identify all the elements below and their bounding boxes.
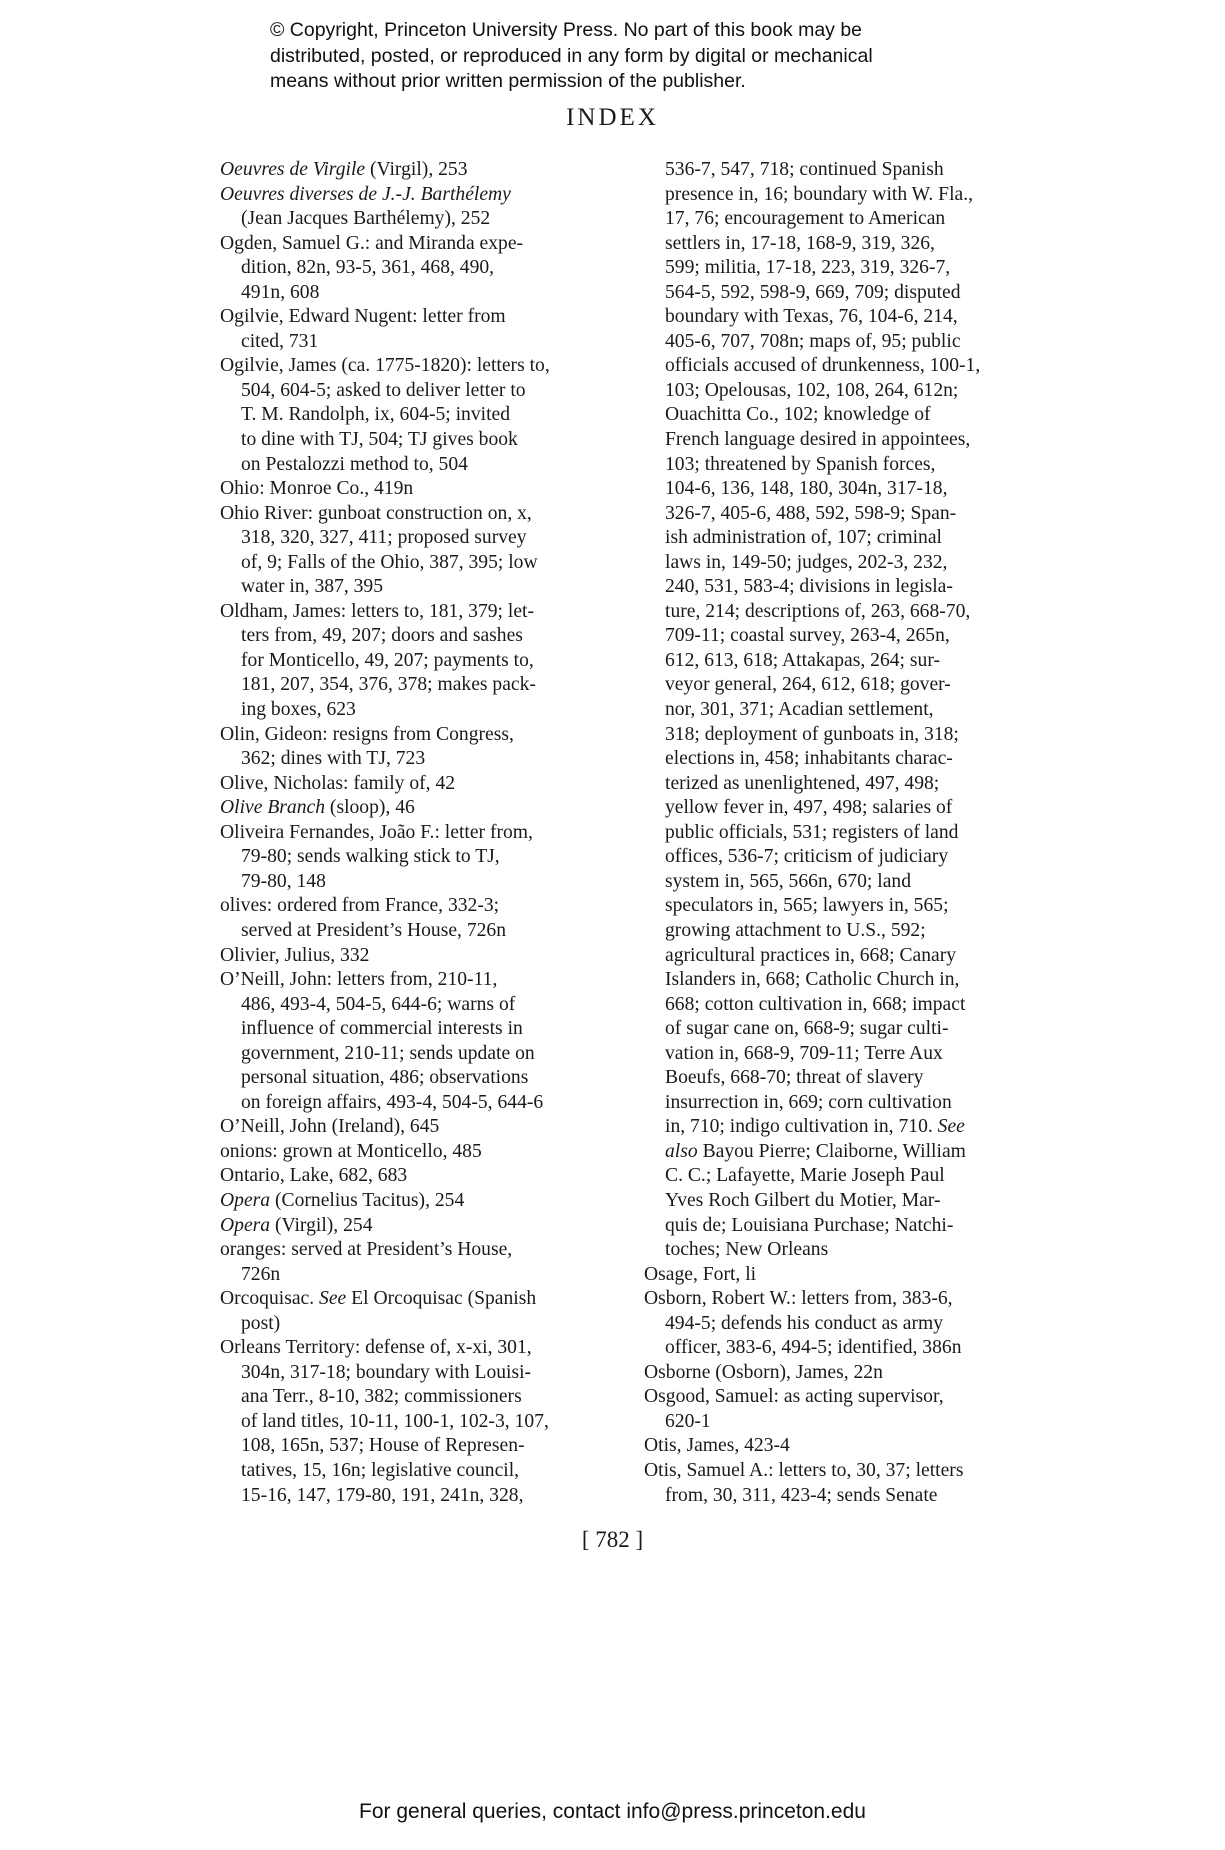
index-line xyxy=(644,1434,1059,1459)
index-line xyxy=(220,1336,635,1361)
copyright-notice xyxy=(270,18,1030,95)
entry-text: post) xyxy=(241,1312,281,1334)
index-line xyxy=(644,1385,1059,1410)
index-line xyxy=(644,600,1059,625)
entry-text: on foreign affairs, 493-4, 504-5, 644-6 xyxy=(241,1091,544,1113)
index-line xyxy=(220,894,635,919)
index-line xyxy=(644,1459,1059,1484)
entry-text: Ohio: Monroe Co., 419n xyxy=(220,478,414,500)
entry-text: (sloop), 46 xyxy=(325,797,415,819)
index-line xyxy=(220,698,635,723)
entry-text: ture, 214; descriptions of, 263, 668-70, xyxy=(665,600,971,622)
index-line xyxy=(220,747,635,772)
entry-text: quis de; Louisiana Purchase; Natchi- xyxy=(665,1214,954,1236)
index-line xyxy=(220,1459,635,1484)
index-line xyxy=(220,1189,635,1214)
index-line xyxy=(644,723,1059,748)
footer-contact: For general queries, contact info@press.princeton.edu xyxy=(359,1800,866,1823)
entry-text: 326-7, 405-6, 488, 592, 598-9; Span- xyxy=(665,502,957,524)
entry-text: settlers in, 17-18, 168-9, 319, 326, xyxy=(665,232,935,254)
italic-text: Opera xyxy=(220,1214,271,1236)
entry-text: 564-5, 592, 598-9, 669, 709; disputed xyxy=(665,281,961,303)
index-line xyxy=(220,1066,635,1091)
index-line xyxy=(644,354,1059,379)
index-line xyxy=(644,256,1059,281)
entry-text: laws in, 149-50; judges, 202-3, 232, xyxy=(665,551,948,573)
entry-text: Otis, Samuel A.: letters to, 30, 37; letters xyxy=(644,1459,964,1481)
entry-text: dition, 82n, 93-5, 361, 468, 490, xyxy=(241,257,495,279)
index-line xyxy=(644,305,1059,330)
index-line xyxy=(644,1066,1059,1091)
index-line xyxy=(644,477,1059,502)
page-number: [ 782 ] xyxy=(581,1527,644,1552)
index-line xyxy=(220,821,635,846)
index-line xyxy=(220,870,635,895)
index-line xyxy=(644,1336,1059,1361)
entry-text: (Virgil), 254 xyxy=(270,1214,373,1236)
entry-text: 108, 165n, 537; House of Represen- xyxy=(241,1435,525,1457)
entry-text: speculators in, 565; lawyers in, 565; xyxy=(665,895,949,917)
index-line xyxy=(644,845,1059,870)
index-line xyxy=(220,1434,635,1459)
index-column-left xyxy=(220,158,635,1508)
entry-text: 79-80, 148 xyxy=(241,870,326,892)
index-line xyxy=(644,551,1059,576)
entry-text: Oliveira Fernandes, João F.: letter from, xyxy=(220,821,533,843)
index-line xyxy=(644,870,1059,895)
entry-text: growing attachment to U.S., 592; xyxy=(665,919,926,941)
index-line xyxy=(644,1238,1059,1263)
index-line xyxy=(644,1042,1059,1067)
index-line xyxy=(644,673,1059,698)
entry-text: 599; militia, 17-18, 223, 319, 326-7, xyxy=(665,257,951,279)
entry-text: ters from, 49, 207; doors and sashes xyxy=(241,625,523,647)
page-title: INDEX xyxy=(566,104,659,131)
entry-text: in, 710; indigo cultivation in, 710. xyxy=(665,1116,938,1138)
entry-text: officials accused of drunkenness, 100-1, xyxy=(665,355,981,377)
italic-text: Olive Branch xyxy=(220,797,326,819)
entry-text: 103; Opelousas, 102, 108, 264, 612n; xyxy=(665,379,959,401)
entry-text: 104-6, 136, 148, 180, 304n, 317-18, xyxy=(665,478,948,500)
index-line xyxy=(220,1091,635,1116)
copyright-line: distributed, posted, or reproduced in any form by digital or mechanical xyxy=(270,44,873,67)
index-line xyxy=(644,403,1059,428)
index-line xyxy=(644,428,1059,453)
entry-text: tatives, 15, 16n; legislative council, xyxy=(241,1459,520,1481)
entry-text: (Cornelius Tacitus), 254 xyxy=(270,1189,465,1211)
italic-text: Oeuvres de Virgile xyxy=(220,159,366,180)
entry-text: olives: ordered from France, 332-3; xyxy=(220,895,500,917)
entry-text: of land titles, 10-11, 100-1, 102-3, 107, xyxy=(241,1410,549,1432)
italic-text: Oeuvres diverses de J.-J. Barthélemy xyxy=(220,183,511,205)
entry-text: ana Terr., 8-10, 382; commissioners xyxy=(241,1386,522,1408)
entry-text: of, 9; Falls of the Ohio, 387, 395; low xyxy=(241,551,538,573)
index-line xyxy=(220,183,635,208)
italic-text: See xyxy=(937,1116,965,1138)
entry-text: nor, 301, 371; Acadian settlement, xyxy=(665,699,934,721)
entry-text: ish administration of, 107; criminal xyxy=(665,527,942,549)
index-line xyxy=(644,1140,1059,1165)
index-line xyxy=(220,1410,635,1435)
index-line xyxy=(220,1115,635,1140)
entry-text: 504, 604-5; asked to deliver letter to xyxy=(241,379,526,401)
index-line xyxy=(220,1484,635,1509)
entry-text: Orcoquisac. xyxy=(220,1288,320,1310)
index-line xyxy=(644,1312,1059,1337)
entry-text: Osage, Fort, li xyxy=(644,1263,757,1285)
entry-text: French language desired in appointees, xyxy=(665,429,971,451)
entry-text: Osborne (Osborn), James, 22n xyxy=(644,1361,883,1383)
index-line xyxy=(644,281,1059,306)
entry-text: 15-16, 147, 179-80, 191, 241n, 328, xyxy=(241,1484,524,1506)
index-line xyxy=(220,1263,635,1288)
entry-text: Ogilvie, James (ca. 1775-1820): letters to, xyxy=(220,355,550,377)
entry-text: of sugar cane on, 668-9; sugar culti- xyxy=(665,1018,949,1040)
index-line xyxy=(220,723,635,748)
index-line xyxy=(644,1287,1059,1312)
entry-text: oranges: served at President’s House, xyxy=(220,1239,513,1261)
index-line xyxy=(644,993,1059,1018)
index-line xyxy=(644,1164,1059,1189)
index-line xyxy=(220,1312,635,1337)
entry-text: personal situation, 486; observations xyxy=(241,1067,529,1089)
index-line xyxy=(644,919,1059,944)
index-line xyxy=(220,1164,635,1189)
index-line xyxy=(220,673,635,698)
index-line xyxy=(220,796,635,821)
index-line xyxy=(220,256,635,281)
index-line xyxy=(220,1140,635,1165)
index-line xyxy=(644,1115,1059,1140)
entry-text: Ogilvie, Edward Nugent: letter from xyxy=(220,306,506,328)
entry-text: insurrection in, 669; corn cultivation xyxy=(665,1091,952,1113)
entry-text: O’Neill, John (Ireland), 645 xyxy=(220,1116,440,1138)
index-line xyxy=(644,183,1059,208)
entry-text: Osgood, Samuel: as acting supervisor, xyxy=(644,1386,944,1408)
entry-text: Ouachitta Co., 102; knowledge of xyxy=(665,404,931,426)
index-line xyxy=(220,575,635,600)
index-line xyxy=(644,1263,1059,1288)
entry-text: Ohio River: gunboat construction on, x, xyxy=(220,502,532,524)
index-line xyxy=(220,1214,635,1239)
index-line xyxy=(220,993,635,1018)
entry-text: terized as unenlightened, 497, 498; xyxy=(665,772,940,794)
entry-text: to dine with TJ, 504; TJ gives book xyxy=(241,429,518,451)
entry-text: 79-80; sends walking stick to TJ, xyxy=(241,846,500,868)
italic-text: See xyxy=(319,1288,347,1310)
entry-text: Boeufs, 668-70; threat of slavery xyxy=(665,1067,924,1089)
entry-text: for Monticello, 49, 207; payments to, xyxy=(241,649,534,671)
index-line xyxy=(220,428,635,453)
entry-text: Ogden, Samuel G.: and Miranda expe- xyxy=(220,232,524,254)
index-line xyxy=(644,453,1059,478)
entry-text: influence of commercial interests in xyxy=(241,1018,523,1040)
index-line xyxy=(220,919,635,944)
index-line xyxy=(220,845,635,870)
entry-text: ing boxes, 623 xyxy=(241,699,356,721)
index-line xyxy=(644,894,1059,919)
entry-text: veyor general, 264, 612, 618; gover- xyxy=(665,674,951,696)
entry-text: 709-11; coastal survey, 263-4, 265n, xyxy=(665,625,950,647)
index-line xyxy=(644,575,1059,600)
entry-text: 103; threatened by Spanish forces, xyxy=(665,453,936,475)
index-line xyxy=(644,772,1059,797)
index-line xyxy=(644,649,1059,674)
index-line xyxy=(220,281,635,306)
index-line xyxy=(644,624,1059,649)
entry-text: 362; dines with TJ, 723 xyxy=(241,748,426,770)
entry-text: Olin, Gideon: resigns from Congress, xyxy=(220,723,514,745)
index-line xyxy=(220,1287,635,1312)
index-line xyxy=(644,379,1059,404)
index-line xyxy=(644,1410,1059,1435)
entry-text: served at President’s House, 726n xyxy=(241,919,507,941)
entry-text: Islanders in, 668; Catholic Church in, xyxy=(665,969,960,991)
index-line xyxy=(644,1484,1059,1509)
index-column-right xyxy=(644,158,1059,1508)
index-line xyxy=(644,526,1059,551)
entry-text: from, 30, 311, 423-4; sends Senate xyxy=(665,1484,938,1506)
index-line xyxy=(220,158,635,183)
index-line xyxy=(220,551,635,576)
index-line xyxy=(644,1214,1059,1239)
index-line xyxy=(220,1017,635,1042)
entry-text: water in, 387, 395 xyxy=(241,576,384,598)
entry-text: government, 210-11; sends update on xyxy=(241,1042,535,1064)
index-line xyxy=(220,330,635,355)
entry-text: presence in, 16; boundary with W. Fla., xyxy=(665,183,974,205)
entry-text: T. M. Randolph, ix, 604-5; invited xyxy=(241,404,511,426)
italic-text: also xyxy=(665,1140,698,1162)
index-line xyxy=(220,477,635,502)
index-line xyxy=(220,502,635,527)
index-line xyxy=(220,1361,635,1386)
index-line xyxy=(220,944,635,969)
index-line xyxy=(644,207,1059,232)
index-line xyxy=(220,207,635,232)
entry-text: offices, 536-7; criticism of judiciary xyxy=(665,846,949,868)
index-line xyxy=(220,624,635,649)
entry-text: on Pestalozzi method to, 504 xyxy=(241,453,468,475)
index-line xyxy=(644,698,1059,723)
entry-text: C. C.; Lafayette, Marie Joseph Paul xyxy=(665,1165,945,1187)
entry-text: 318; deployment of gunboats in, 318; xyxy=(665,723,959,745)
index-line xyxy=(220,305,635,330)
index-line xyxy=(220,354,635,379)
index-line xyxy=(644,968,1059,993)
entry-text: Osborn, Robert W.: letters from, 383-6, xyxy=(644,1288,953,1310)
entry-text: public officials, 531; registers of land xyxy=(665,821,959,843)
entry-text: (Virgil), 253 xyxy=(365,159,468,180)
entry-text: 668; cotton cultivation in, 668; impact xyxy=(665,993,966,1015)
index-line xyxy=(220,453,635,478)
entry-text: 612, 613, 618; Attakapas, 264; sur- xyxy=(665,649,940,671)
index-line xyxy=(644,330,1059,355)
index-line xyxy=(644,1017,1059,1042)
index-line xyxy=(220,968,635,993)
entry-text: cited, 731 xyxy=(241,330,319,352)
entry-text: 304n, 317-18; boundary with Louisi- xyxy=(241,1361,532,1383)
entry-text: toches; New Orleans xyxy=(665,1239,829,1261)
index-line xyxy=(644,747,1059,772)
entry-text: Ontario, Lake, 682, 683 xyxy=(220,1165,408,1187)
entry-text: agricultural practices in, 668; Canary xyxy=(665,944,957,966)
index-line xyxy=(220,1042,635,1067)
entry-text: El Orcoquisac (Spanish xyxy=(346,1288,537,1310)
entry-text: vation in, 668-9, 709-11; Terre Aux xyxy=(665,1042,943,1064)
index-line xyxy=(220,600,635,625)
entry-text: system in, 565, 566n, 670; land xyxy=(665,870,912,892)
entry-text: Orleans Territory: defense of, x-xi, 301, xyxy=(220,1337,532,1359)
entry-text: elections in, 458; inhabitants charac- xyxy=(665,748,953,770)
index-line xyxy=(644,232,1059,257)
index-line xyxy=(220,232,635,257)
entry-text: officer, 383-6, 494-5; identified, 386n xyxy=(665,1337,962,1359)
index-line xyxy=(220,649,635,674)
entry-text: 536-7, 547, 718; continued Spanish xyxy=(665,159,944,180)
index-line xyxy=(644,1361,1059,1386)
entry-text: 726n xyxy=(241,1263,281,1285)
index-line xyxy=(644,502,1059,527)
entry-text: Yves Roch Gilbert du Motier, Mar- xyxy=(665,1189,941,1211)
copyright-line: means without prior written permission of the publisher. xyxy=(270,70,746,92)
index-line xyxy=(220,772,635,797)
entry-text: 405-6, 707, 708n; maps of, 95; public xyxy=(665,330,961,352)
entry-text: O’Neill, John: letters from, 210-11, xyxy=(220,969,498,991)
entry-text: Bayou Pierre; Claiborne, William xyxy=(697,1140,966,1162)
index-line xyxy=(220,379,635,404)
entry-text: Olive, Nicholas: family of, 42 xyxy=(220,772,456,794)
italic-text: Opera xyxy=(220,1189,271,1211)
index-line xyxy=(220,403,635,428)
entry-text: Oldham, James: letters to, 181, 379; let- xyxy=(220,600,534,622)
index-line xyxy=(644,1189,1059,1214)
index-line xyxy=(644,1091,1059,1116)
entry-text: Olivier, Julius, 332 xyxy=(220,944,370,966)
entry-text: 17, 76; encouragement to American xyxy=(665,208,946,230)
index-line xyxy=(644,158,1059,183)
entry-text: boundary with Texas, 76, 104-6, 214, xyxy=(665,306,958,328)
copyright-line: © Copyright, Princeton University Press. No part of this book may be xyxy=(270,19,863,41)
entry-text: 318, 320, 327, 411; proposed survey xyxy=(241,527,527,549)
index-line xyxy=(644,821,1059,846)
entry-text: (Jean Jacques Barthélemy), 252 xyxy=(241,208,491,230)
index-line xyxy=(220,1238,635,1263)
entry-text: 181, 207, 354, 376, 378; makes pack- xyxy=(241,674,536,696)
entry-text: Otis, James, 423-4 xyxy=(644,1435,790,1457)
entry-text: 240, 531, 583-4; divisions in legisla- xyxy=(665,576,953,598)
index-line xyxy=(220,1385,635,1410)
entry-text: 620-1 xyxy=(665,1410,711,1432)
entry-text: 486, 493-4, 504-5, 644-6; warns of xyxy=(241,993,516,1015)
index-line xyxy=(644,796,1059,821)
entry-text: onions: grown at Monticello, 485 xyxy=(220,1140,482,1162)
entry-text: 491n, 608 xyxy=(241,281,320,303)
index-line xyxy=(220,526,635,551)
entry-text: yellow fever in, 497, 498; salaries of xyxy=(665,797,953,819)
entry-text: 494-5; defends his conduct as army xyxy=(665,1312,944,1334)
index-line xyxy=(644,944,1059,969)
